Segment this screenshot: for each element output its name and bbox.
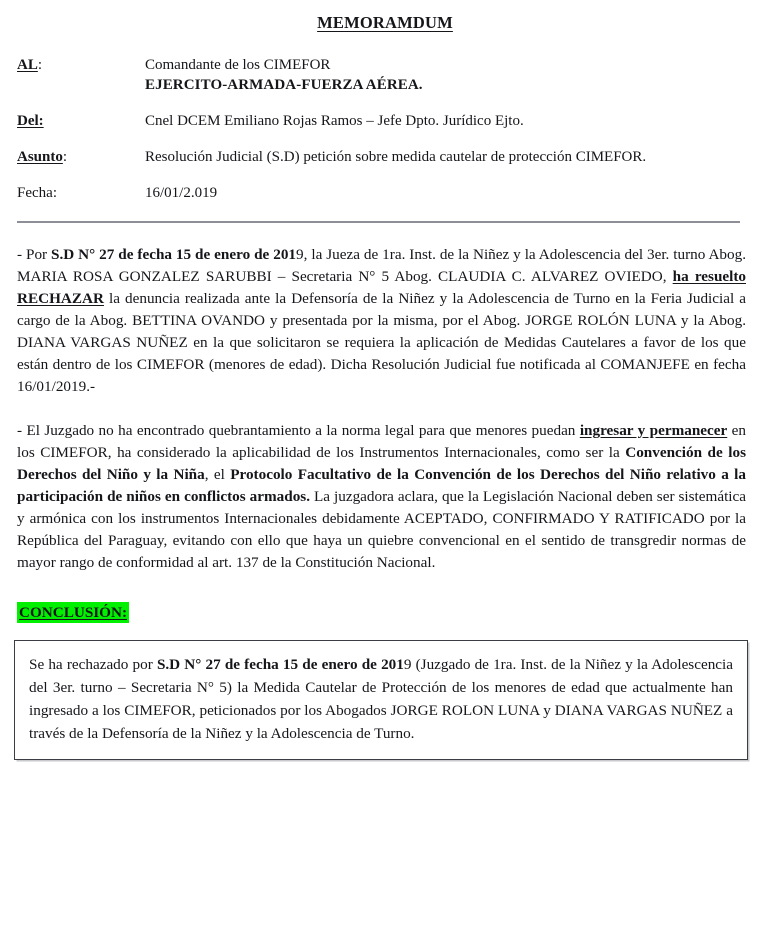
header-label-asunto-suffix: : [62,149,68,165]
header-value-al-line1: Comandante de los CIMEFOR [145,57,331,73]
text-run-2: 9, la Jueza de 1ra. Inst. de la Niñez y la Adolescencia del 3er. turno Abog. MARIA ROSA GONZALEZ SARUBBI – Secretaria N° 5 Abog. CLAUDIA C. ALVAREZ OVIEDO, [17,246,746,285]
header-label-del-text: Del: [17,113,44,129]
header-label-al-text: AL [17,57,38,73]
header-value-del [145,111,748,131]
memo-header-fields [0,55,770,203]
text-run-0: Se ha rechazado por [29,656,157,673]
header-value-fecha-line1: 16/01/2.019 [145,185,218,201]
header-label-asunto [17,147,145,167]
text-run-1: S.D N° 27 de fecha 15 de enero de 201 [156,656,404,673]
document-page [0,13,770,943]
text-run-6: La juzgadora aclara, que la Legislación Nacional deben ser sistemática y armónica con los instrumentos Internacionales debidamente ACEPTADO, CONFIRMADO Y RATIFICADO por la República del Paraguay, evitando con ello que haya un quiebre convencional en el sentido de transgredir normas de mayor rango de conformidad al art. 137 de la Constitución Nacional. [17,488,746,571]
header-divider-rule [17,221,740,223]
text-run-1: ingresar y permanecer [579,422,728,439]
header-field-fecha [17,183,748,203]
body-paragraph-1 [17,244,746,398]
text-run-1: S.D N° 27 de fecha 15 de enero de 201 [51,246,297,263]
text-run-5: Protocolo Facultativo de la Convención de los Derechos del Niño relativo a la participación de niños en conflictos armados. [17,466,746,505]
header-field-asunto [17,147,748,167]
header-field-del [17,111,748,131]
header-label-fecha: Fecha: [17,185,57,201]
header-value-asunto-line1: Resolución Judicial (S.D) petición sobre medida cautelar de protección CIMEFOR. [145,149,647,165]
body-paragraph-2 [17,420,746,574]
text-run-3: Convención de los Derechos del Niño y la Niña [17,444,746,483]
text-run-2: 9 (Juzgado de 1ra. Inst. de la Niñez y la Adolescencia del 3er. turno – Secretaria N° 5) la Medida Cautelar de Protección de los menores de edad que actualmente han ingresado a los CIMEFOR, peticionados por los Abogados JORGE ROLON LUNA y DIANA VARGAS NUÑEZ a través de la Defensoría de la Niñez y la Adolescencia de Turno. [29,656,733,742]
header-value-fecha [145,183,748,203]
header-label-del [17,111,145,131]
header-value-del-line1: Cnel DCEM Emiliano Rojas Ramos – Jefe Dpto. Jurídico Ejto. [145,113,524,129]
header-value-al-line2: EJERCITO-ARMADA-FUERZA AÉREA. [145,77,423,93]
conclusion-heading: CONCLUSIÓN: [19,604,128,621]
text-run-4: , el [204,466,231,483]
conclusion-section [0,574,770,623]
text-run-2: en los CIMEFOR, ha considerado la aplicabilidad de los Instrumentos Internacionales, como ser la [17,422,746,461]
text-run-0: - El Juzgado no ha encontrado quebrantamiento a la norma legal para que menores puedan [17,422,580,439]
header-value-asunto [145,147,748,167]
header-value-al [145,55,748,95]
page-title: MEMORAMDUM [317,13,453,32]
document-body [0,244,770,574]
header-label-asunto-text: Asunto [17,149,63,165]
text-run-0: - Por [17,246,52,263]
header-label-al-suffix: : [37,57,43,73]
text-run-4: la denuncia realizada ante la Defensoría de la Niñez y la Adolescencia de Turno en la Feria Judicial a cargo de la Abog. BETTINA OVANDO y presentada por la misma, por el Abog. JORGE ROLÓN LUNA y la Abog. DIANA VARGAS NUÑEZ en la que solicitaron se requiera la aplicación de Medidas Cautelares a favor de los que están dentro de los CIMEFOR (menores de edad). Dicha Resolución Judicial fue notificada al COMANJEFE en fecha 16/01/2019.- [17,290,746,395]
text-run-3: ha resuelto RECHAZAR [17,268,746,307]
conclusion-box-text [29,653,733,745]
header-label-al [17,55,145,75]
conclusion-box [14,640,748,760]
header-field-al [17,55,748,95]
